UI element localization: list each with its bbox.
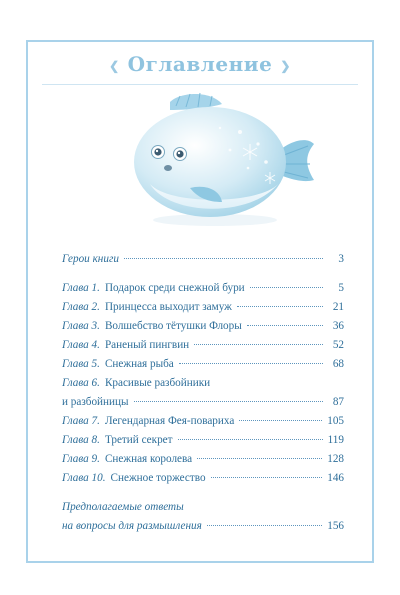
snow-fish-illustration-icon bbox=[110, 92, 320, 232]
toc-entry-heroes[interactable] bbox=[62, 250, 344, 269]
chapter-page: 87 bbox=[332, 396, 344, 408]
dot-leader bbox=[197, 458, 322, 459]
chapter-page: 52 bbox=[332, 339, 344, 351]
table-of-contents bbox=[62, 250, 344, 536]
answers-title-line-2: на вопросы для размышления bbox=[62, 520, 202, 532]
toc-entry-chapter-3[interactable] bbox=[62, 317, 344, 336]
chapter-page: 105 bbox=[327, 415, 344, 427]
toc-entry-chapter-7[interactable] bbox=[62, 412, 344, 431]
chapter-title-line-2: и разбойницы bbox=[62, 396, 129, 408]
dot-leader bbox=[134, 401, 323, 402]
chapter-title: Волшебство тётушки Флоры bbox=[104, 320, 242, 332]
chapter-title: Легендарная Фея-повариха bbox=[104, 415, 235, 427]
toc-entry-chapter-10[interactable] bbox=[62, 469, 344, 488]
chapter-page: 21 bbox=[332, 301, 344, 313]
toc-entry-chapter-5[interactable] bbox=[62, 355, 344, 374]
chapter-page: 68 bbox=[332, 358, 344, 370]
chapter-label: Глава 4. bbox=[62, 339, 100, 351]
chapter-title: Снежная королева bbox=[104, 453, 193, 465]
chapter-label: Глава 2. bbox=[62, 301, 100, 313]
chapter-page: 5 bbox=[338, 282, 344, 294]
chapter-label: Глава 6. bbox=[62, 377, 100, 389]
ornament-left-icon: ❮ bbox=[109, 58, 120, 73]
toc-entry-chapter-6[interactable] bbox=[62, 374, 344, 393]
chapter-title: Принцесса выходит замуж bbox=[104, 301, 232, 313]
dot-leader bbox=[247, 325, 323, 326]
chapter-title: Красивые разбойники bbox=[104, 377, 211, 389]
chapter-page: 146 bbox=[327, 472, 344, 484]
dot-leader bbox=[211, 477, 323, 478]
chapter-label: Глава 5. bbox=[62, 358, 100, 370]
chapter-label: Глава 3. bbox=[62, 320, 100, 332]
chapter-page: 128 bbox=[327, 453, 344, 465]
toc-entry-chapter-1[interactable] bbox=[62, 279, 344, 298]
chapter-label: Глава 7. bbox=[62, 415, 100, 427]
toc-entry-chapter-4[interactable] bbox=[62, 336, 344, 355]
dot-leader bbox=[124, 258, 323, 259]
toc-entry-chapter-9[interactable] bbox=[62, 450, 344, 469]
toc-entry-title: Герои книги bbox=[62, 253, 119, 265]
toc-entry-chapter-8[interactable] bbox=[62, 431, 344, 450]
chapter-title: Подарок среди снежной бури bbox=[104, 282, 245, 294]
toc-heading bbox=[0, 52, 400, 76]
dot-leader bbox=[179, 363, 323, 364]
dot-leader bbox=[239, 420, 322, 421]
toc-heading-text: Оглавление bbox=[127, 52, 273, 76]
answers-title-line-1: Предполагаемые ответы bbox=[62, 501, 184, 513]
chapter-title: Снежное торжество bbox=[110, 472, 206, 484]
chapter-label: Глава 1. bbox=[62, 282, 100, 294]
chapter-title: Третий секрет bbox=[104, 434, 173, 446]
toc-entry-answers[interactable] bbox=[62, 498, 344, 517]
chapter-page: 36 bbox=[332, 320, 344, 332]
toc-entry-answers-continued[interactable] bbox=[62, 517, 344, 536]
chapter-title: Снежная рыба bbox=[104, 358, 174, 370]
chapter-label: Глава 8. bbox=[62, 434, 100, 446]
toc-entry-page: 3 bbox=[338, 253, 344, 265]
dot-leader bbox=[194, 344, 323, 345]
chapter-title: Раненый пингвин bbox=[104, 339, 190, 351]
heading-divider bbox=[42, 84, 358, 85]
dot-leader bbox=[250, 287, 323, 288]
toc-entry-chapter-2[interactable] bbox=[62, 298, 344, 317]
ornament-right-icon: ❯ bbox=[280, 58, 291, 73]
dot-leader bbox=[237, 306, 323, 307]
chapter-label: Глава 9. bbox=[62, 453, 100, 465]
dot-leader bbox=[178, 439, 323, 440]
answers-page: 156 bbox=[327, 520, 344, 532]
toc-entry-chapter-6-continued[interactable] bbox=[62, 393, 344, 412]
chapter-label: Глава 10. bbox=[62, 472, 106, 484]
dot-leader bbox=[207, 525, 322, 526]
chapter-page: 119 bbox=[327, 434, 344, 446]
